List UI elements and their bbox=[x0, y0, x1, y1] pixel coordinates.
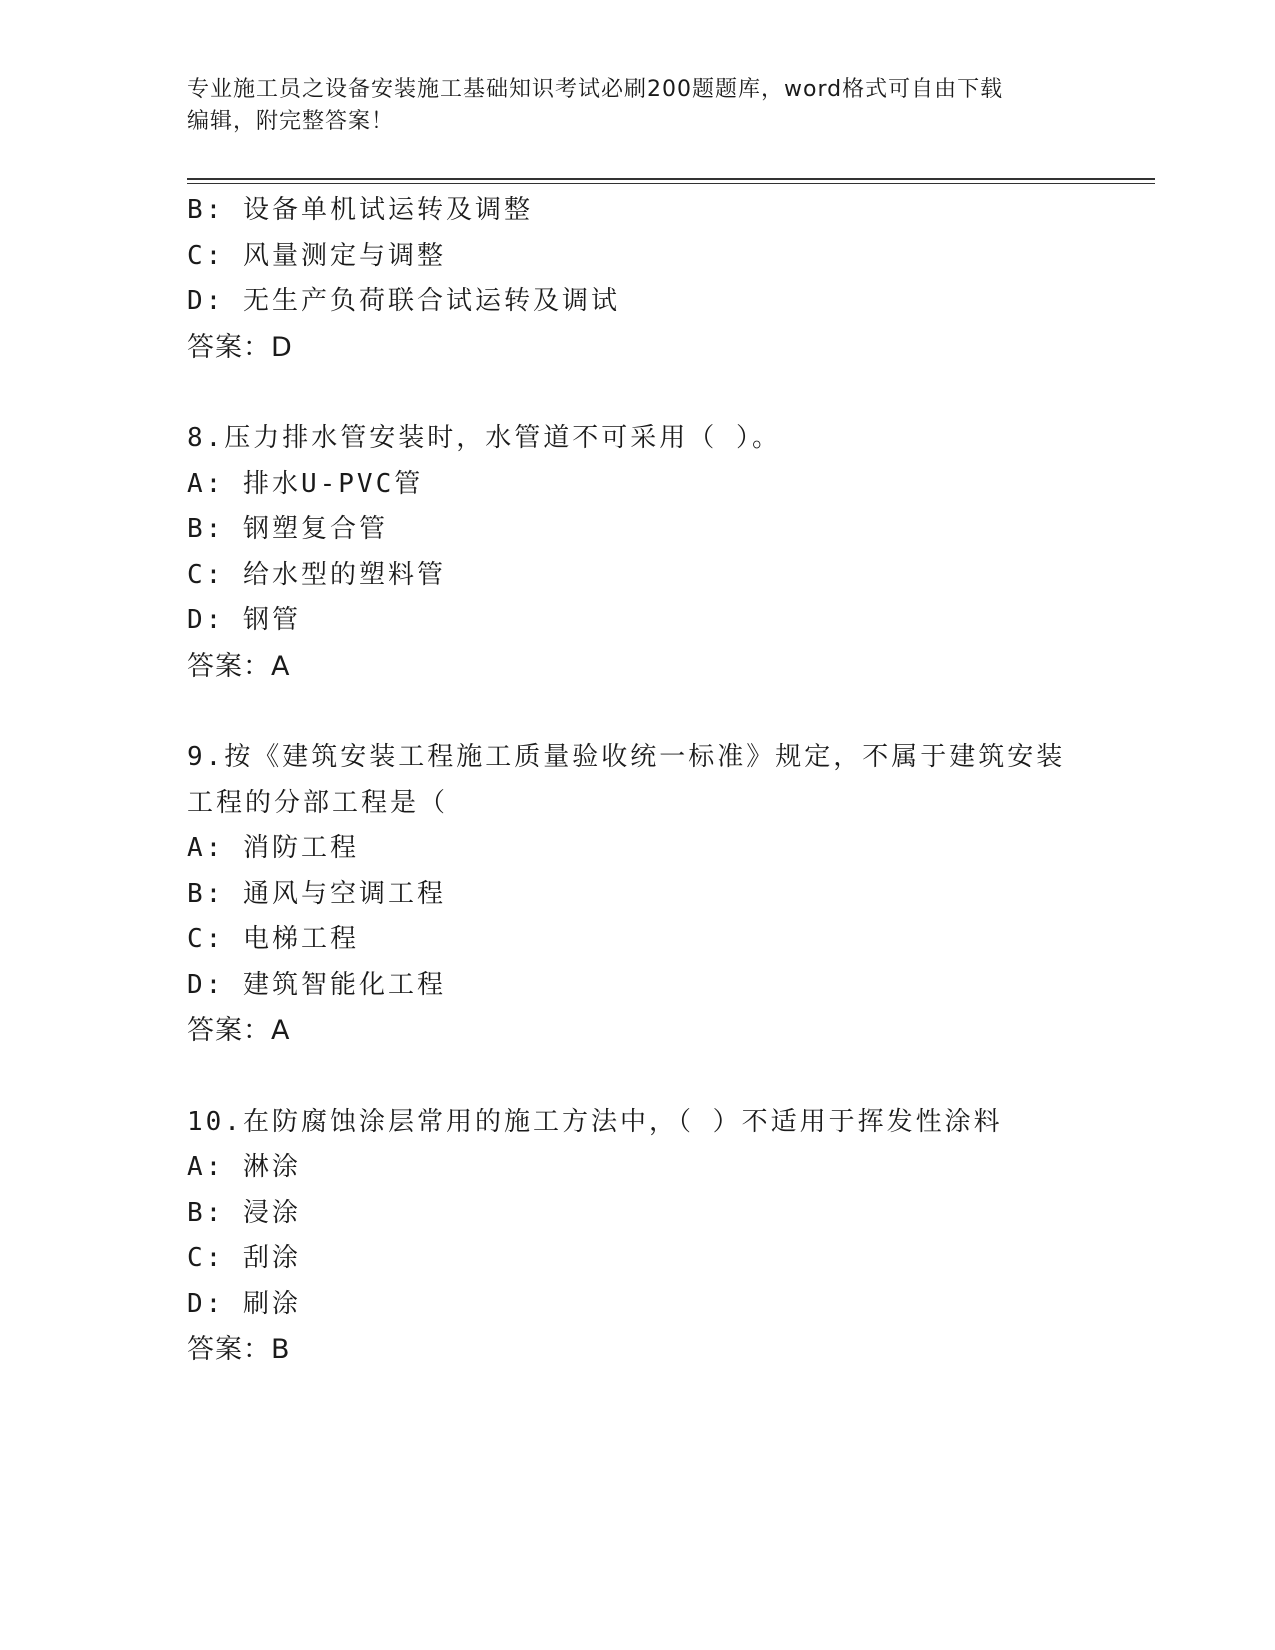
question-7 bbox=[187, 188, 1087, 370]
q9-option-b: B: 通风与空调工程 bbox=[187, 878, 446, 909]
q9-stem-line2: 工程的分部工程是（ bbox=[187, 787, 449, 818]
q8-option-c: C: 给水型的塑料管 bbox=[187, 559, 446, 590]
q7-option-c: C: 风量测定与调整 bbox=[187, 240, 446, 271]
question-10 bbox=[187, 1100, 1087, 1373]
spacer bbox=[187, 370, 1087, 416]
q10-stem: 10.在防腐蚀涂层常用的施工方法中，（ ）不适用于挥发性涂料 bbox=[187, 1106, 1003, 1137]
q8-option-d: D: 钢管 bbox=[187, 605, 301, 635]
q7-answer: 答案：D bbox=[187, 331, 293, 363]
spacer bbox=[187, 1054, 1087, 1100]
header-title-line2: 编辑，附完整答案！ bbox=[187, 109, 395, 134]
q10-option-b: B: 浸涂 bbox=[187, 1197, 301, 1228]
q8-stem: 8.压力排水管安装时，水管道不可采用（ ）。 bbox=[187, 423, 781, 453]
q8-option-a: A: 排水U-PVC管 bbox=[187, 468, 424, 499]
q10-option-d: D: 刷涂 bbox=[187, 1288, 301, 1319]
header-title-line1: 专业施工员之设备安装施工基础知识考试必刷200题题库，word格式可自由下载 bbox=[187, 77, 1004, 102]
header-divider-thin bbox=[187, 183, 1155, 184]
q9-answer: 答案：A bbox=[187, 1015, 291, 1046]
q8-option-b: B: 钢塑复合管 bbox=[187, 514, 388, 544]
q7-option-b: B: 设备单机试运转及调整 bbox=[187, 195, 533, 225]
q10-option-a: A: 淋涂 bbox=[187, 1152, 301, 1182]
q9-option-a: A: 消防工程 bbox=[187, 833, 359, 863]
header-divider-thick bbox=[187, 178, 1155, 180]
q9-stem-line1: 9.按《建筑安装工程施工质量验收统一标准》规定，不属于建筑安装 bbox=[187, 742, 1066, 772]
question-8 bbox=[187, 416, 1087, 689]
q10-answer: 答案：B bbox=[187, 1334, 291, 1365]
q7-option-d: D: 无生产负荷联合试运转及调试 bbox=[187, 286, 620, 316]
document-header bbox=[187, 74, 1067, 138]
q9-option-d: D: 建筑智能化工程 bbox=[187, 969, 446, 1000]
q10-option-c: C: 刮涂 bbox=[187, 1243, 301, 1273]
spacer bbox=[187, 689, 1087, 735]
question-9 bbox=[187, 735, 1087, 1054]
q9-option-c: C: 电梯工程 bbox=[187, 924, 359, 954]
question-content bbox=[187, 188, 1087, 1373]
q8-answer: 答案：A bbox=[187, 650, 291, 682]
